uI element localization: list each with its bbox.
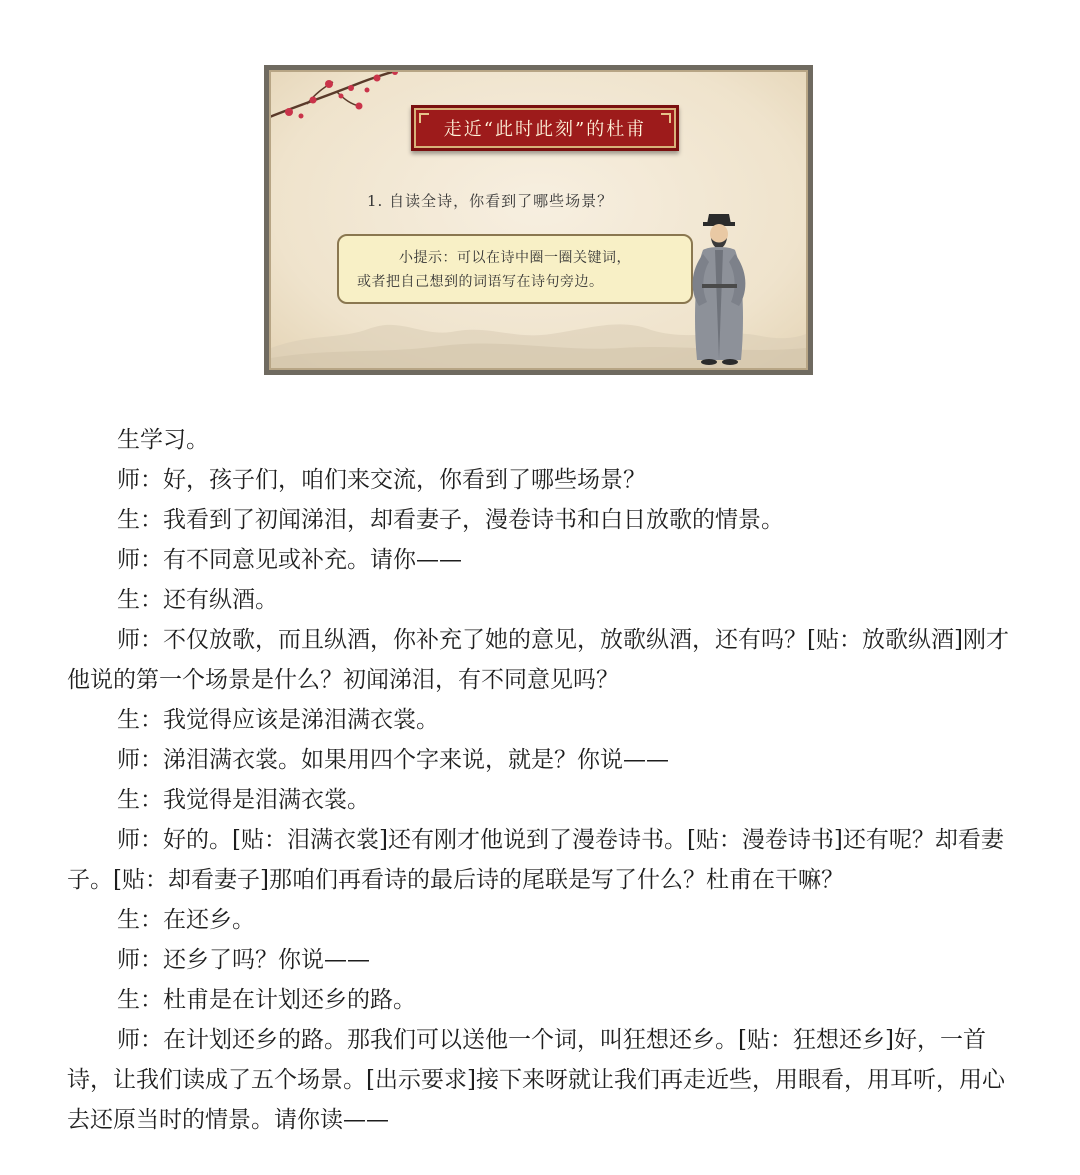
lesson-transcript [67,420,1013,1140]
banner-corner-ornament [661,113,671,123]
hint-line: 或者把自己想到的词语写在诗句旁边。 [357,274,604,290]
transcript-paragraph: 生：我觉得是泪满衣裳。 [117,787,370,813]
slide-title: 走近“此时此刻”的杜甫 [443,119,647,140]
transcript-paragraph: 生：我看到了初闻涕泪，却看妻子，漫卷诗书和白日放歌的情景。 [117,507,784,533]
hint-line: 小提示：可以在诗中圈一圈关键词， [399,250,631,266]
transcript-paragraph: 师：还乡了吗？你说—— [117,947,370,973]
transcript-paragraph: 生：杜甫是在计划还乡的路。 [117,987,416,1013]
transcript-paragraph: 生：我觉得应该是涕泪满衣裳。 [117,707,439,733]
transcript-paragraph: 师：好，孩子们，咱们来交流，你看到了哪些场景？ [117,467,646,493]
slide-title-banner [411,105,679,151]
transcript-paragraph: 生学习。 [117,427,209,453]
plum-blossom-icon [269,70,407,136]
lesson-slide-image [264,65,813,375]
poet-figure-icon [685,210,755,366]
transcript-paragraph: 师：好的。[贴：泪满衣裳]还有刚才他说到了漫卷诗书。[贴：漫卷诗书]还有呢？却看妻子。[贴：却看妻子]那咱们再看诗的最后诗的尾联是写了什么？杜甫在干嘛？ [67,827,1004,893]
banner-corner-ornament [419,113,429,123]
slide-paper-background [269,70,808,370]
transcript-paragraph: 生：还有纵酒。 [117,587,278,613]
hint-box [337,234,693,304]
transcript-paragraph: 师：有不同意见或补充。请你—— [117,547,462,573]
transcript-paragraph: 师：在计划还乡的路。那我们可以送他一个词，叫狂想还乡。[贴：狂想还乡]好，一首诗，让我们读成了五个场景。[出示要求]接下来呀就让我们再走近些，用眼看，用耳听，用心去还原当时的情景。请你读—— [67,1027,1005,1133]
transcript-paragraph: 师：不仅放歌，而且纵酒，你补充了她的意见，放歌纵酒，还有吗？[贴：放歌纵酒]刚才他说的第一个场景是什么？初闻涕泪，有不同意见吗？ [67,627,1009,693]
transcript-paragraph: 生：在还乡。 [117,907,255,933]
transcript-paragraph: 师：涕泪满衣裳。如果用四个字来说，就是？你说—— [117,747,669,773]
slide-question: 1. 自读全诗，你看到了哪些场景？ [367,192,614,210]
